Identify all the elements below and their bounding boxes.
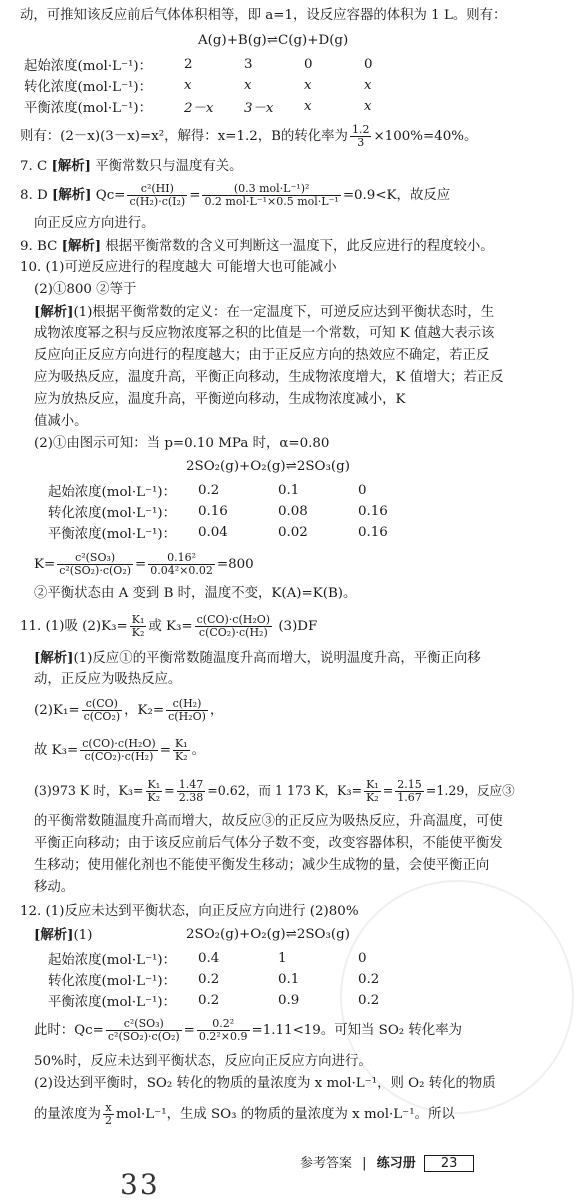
table-cell: 0.9 [278,993,300,1008]
table-row [48,522,438,543]
table-cell: 0 [364,57,373,72]
footer-ref: 参考答案 [300,1156,353,1171]
table-cell: 0.02 [278,525,308,540]
table-cell: 0.2 [198,972,220,987]
page-number: 23 [424,1155,475,1172]
question-9: 9. BC [解析] 根据平衡常数的含义可判断这一温度下，此反应进行的程度较小。 [20,238,494,254]
text-line: 移动。 [34,880,75,895]
equation: 2SO₂(g)+O₂(g)⇌2SO₃(g) [186,459,350,474]
table-row [48,969,438,990]
table-cell: x [364,78,372,93]
table-row [24,75,424,96]
table-row [48,501,438,522]
equilibrium-constant: K= $\frac{\text{c²(SO₃)}}{\text{c²(SO₂)·c(O₂)}}$ = $\frac{\text{0.16²}}{\text{0.04²×0.02}}$ =800 [34,551,254,577]
question-8: 8. D [解析] Qc= $\frac{\text{c²(HI)}}{\text{c(H₂)·c(I₂)}}$ = $\frac{\text{(0.3 mol·L⁻¹)²}}{\text{0.2 mol·L⁻¹×0.5 mol·L⁻¹}}$ =0.9<K，故反应 [20,182,451,208]
row-label: 起始浓度(mol·L⁻¹)： [24,59,153,74]
text-line: 动，可推知该反应前后气体体积相等，即 a=1，设反应容器的体积为 1 L。则有： [20,8,507,23]
text-line: 平衡正向移动；由于该反应前后气体分子数不变，改变容器体积，不能使平衡发 [34,836,503,851]
fraction: $\frac{1.2}{3}$ [351,123,370,149]
table-cell: 0.2 [198,483,220,498]
question-11: 11. (1)吸 (2)K₃= $\frac{\text{K₁}}{\text{K₂}}$ 或 K₃= $\frac{\text{c(CO)·c(H₂O)}}{\text{c(CO₂)·c(H₂)}}$ (3)DF [20,613,318,639]
text-line: 应为吸热反应，温度升高，平衡正向移动，生成物浓度增大，K 值增大；若正反 [34,370,504,385]
table-cell: 0.2 [198,993,220,1008]
text-line: (2)设达到平衡时，SO₂ 转化的物质的量浓度为 x mol·L⁻¹，则 O₂ 转化的物质 [34,1076,496,1091]
table-cell: x [184,78,192,93]
text-line: 50%时，反应未达到平衡状态，反应向正反应方向进行。 [34,1054,372,1069]
table-cell: x [244,78,252,93]
row-label: 平衡浓度(mol·L⁻¹)： [24,101,153,116]
text-line: 则有：(2－x)(3－x)=x²，解得：x=1.2，B的转化率为 $\frac{1.2}{3}$ ×100%=40%。 [20,123,478,149]
text-line: 动，正反应为吸热反应。 [34,672,182,687]
text-line: 故 K₃= $\frac{\text{c(CO)·c(H₂O)}}{\text{c(CO₂)·c(H₂)}}$ = $\frac{\text{K₁}}{\text{K₂}}$ 。 [34,737,205,763]
concentration-table-3 [48,948,438,1011]
text-line: [解析](1)反应①的平衡常数随温度升高而增大，说明温度升高，平衡正向移 [34,650,481,666]
row-label: 平衡浓度(mol·L⁻¹)： [48,527,177,542]
row-label: 转化浓度(mol·L⁻¹)： [48,974,177,989]
concentration-table-2 [48,480,438,543]
table-row [24,54,424,75]
question-7: 7. C [解析] 平衡常数只与温度有关。 [20,158,243,174]
table-cell: 0.08 [278,504,308,519]
text-line: (3)973 K 时，K₃= $\frac{\text{K₁}}{\text{K₂}}$ = $\frac{1.47}{2.38}$ =0.62，而 1 173 K，K₃= $\frac{\text{K₁}}{\text{K₂}}$ = $\frac{2.15}{1.67}$ =1.29，反应③ [34,778,515,804]
text-line: 生移动；使用催化剂也不能使平衡发生移动；减少生成物的量，会使平衡正向 [34,858,490,873]
question-10: 10. (1)可逆反应进行的程度越大 可能增大也可能减小 [20,260,337,275]
question-12: 12. (1)反应未达到平衡状态，向正反应方向进行 (2)80% [20,904,359,919]
text-line: 的量浓度为 $\frac{x}{2}$ mol·L⁻¹，生成 SO₃ 的物质的量浓度为 x mol·L⁻¹。所以 [34,1101,455,1127]
table-cell: 3 [244,57,253,72]
page-footer [300,1152,474,1172]
table-cell: 0.16 [358,525,388,540]
text-line: 向正反应方向进行。 [34,216,155,231]
text-line: 应为放热反应，温度升高，平衡逆向移动，生成物浓度减小，K [34,392,406,407]
text-line: [解析](1) [34,927,93,943]
text-line: 反应向正反应方向进行的程度越大；由于正反应方向的热效应不确定，若正反 [34,348,490,363]
table-cell: 0.2 [358,993,380,1008]
table-cell: 0.4 [198,951,220,966]
table-cell: 0.1 [278,972,300,987]
table-cell: x [364,99,372,114]
table-row [48,948,438,969]
equation: A(g)+B(g)⇌C(g)+D(g) [198,33,349,48]
text-line: 成物浓度幂之积与反应物浓度幂之积的比值是一个常数，可知 K 值越大表示该 [34,326,495,341]
handwritten-number: 33 [120,1168,160,1201]
text-line: 此时：Qc= $\frac{\text{c²(SO₃)}}{\text{c²(SO₂)·c(O₂)}}$ = $\frac{\text{0.2²}}{\text{0.2²×0.9}}$ =1.11<19。可知当 SO₂ 转化率为 [34,1017,462,1043]
table-cell: 2 [184,57,193,72]
table-cell: 3－x [244,101,274,116]
row-label: 转化浓度(mol·L⁻¹)： [48,506,177,521]
text-line: [解析](1)根据平衡常数的定义：在一定温度下，可逆反应达到平衡状态时，生 [34,304,495,320]
row-label: 起始浓度(mol·L⁻¹)： [48,953,177,968]
table-cell: 1 [278,951,287,966]
table-cell: x [304,78,312,93]
text-line: (2)①由图示可知：当 p=0.10 MPa 时，α=0.80 [34,436,330,451]
table-cell: 0 [304,57,313,72]
row-label: 转化浓度(mol·L⁻¹)： [24,80,153,95]
text-line: 值减小。 [34,414,88,429]
equation: 2SO₂(g)+O₂(g)⇌2SO₃(g) [186,927,350,942]
table-row [24,96,424,117]
table-cell: 2－x [184,101,214,116]
table-row [48,480,438,501]
text-line: ②平衡状态由 A 变到 B 时，温度不变，K(A)=K(B)。 [34,586,357,601]
table-cell: 0.16 [198,504,228,519]
table-cell: x [304,99,312,114]
table-cell: 0.1 [278,483,300,498]
table-row [48,990,438,1011]
text-line: (2)①800 ②等于 [34,282,137,297]
text-line: (2)K₁= $\frac{c(CO)}{\text{c(CO₂)}}$ ，K₂= $\frac{\text{c(H₂)}}{\text{c(H₂O)}}$ ， [34,697,224,723]
table-cell: 0 [358,951,367,966]
footer-book: 练习册 [376,1156,416,1171]
row-label: 平衡浓度(mol·L⁻¹)： [48,995,177,1010]
text-line: 的平衡常数随温度升高而增大，故反应③的正反应为吸热反应，升高温度，可使 [34,814,503,829]
footer-separator: | [362,1156,367,1171]
table-cell: 0.16 [358,504,388,519]
table-cell: 0 [358,483,367,498]
concentration-table-1 [24,54,424,117]
row-label: 起始浓度(mol·L⁻¹)： [48,485,177,500]
table-cell: 0.04 [198,525,228,540]
table-cell: 0.2 [358,972,380,987]
